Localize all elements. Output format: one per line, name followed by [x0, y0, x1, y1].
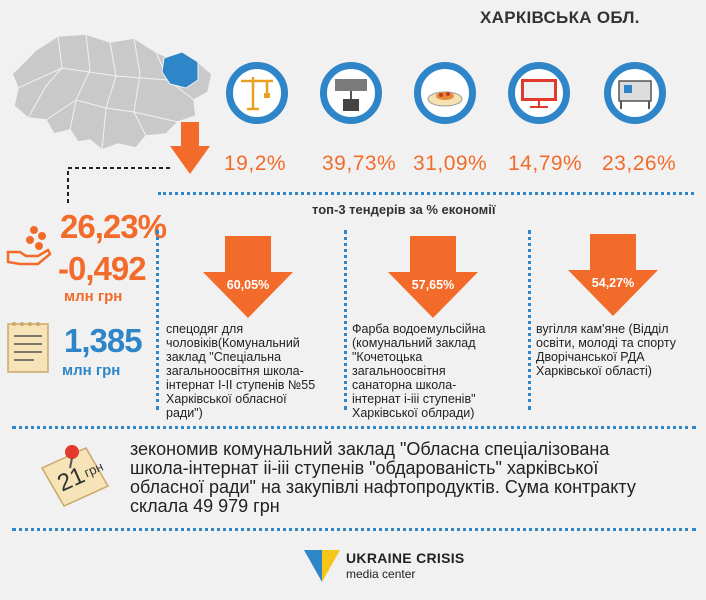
- ukraine-crisis-logo-icon: [304, 546, 340, 582]
- top3-title: топ-3 тендерів за % економії: [312, 202, 496, 217]
- divider-bottom: [12, 528, 696, 531]
- tender-arrow-1: [203, 236, 293, 318]
- crane-icon: [226, 62, 288, 124]
- coins-hand-icon: [4, 222, 54, 270]
- tender-percent-3: 54,27%: [591, 276, 635, 290]
- tender-description-2: Фарба водоемульсійна (комунальний заклад "Кочетоцька загальноосвітня санаторна школа- інтернат і-ііі ступенів" Харківської облради): [352, 322, 486, 420]
- divider-middle: [12, 426, 696, 429]
- category-percent-3: 31,09%: [413, 152, 488, 175]
- tender-description-1: спецодяг для чоловіків(Комунальний заклад "Спеціальна загальноосвітня школа- інтернат І-ІІ ступенів №55 Харківської обласної ради"): [166, 322, 316, 420]
- savings-amount: -0,492: [58, 250, 146, 287]
- category-percent-4: 14,79%: [508, 152, 583, 175]
- divider-vertical-1: [156, 230, 159, 410]
- food-plate-icon: [414, 62, 476, 124]
- contracts-unit: млн грн: [62, 362, 121, 379]
- paint-roller-icon: [320, 62, 382, 124]
- pin-unit: грн: [81, 458, 106, 481]
- tender-percent-2: 57,65%: [411, 278, 455, 292]
- divider-vertical-3: [528, 230, 531, 410]
- monitor-icon: [508, 62, 570, 124]
- category-percent-5: 23,26%: [602, 152, 677, 175]
- tender-arrow-2: [388, 236, 478, 318]
- savings-percent: 26,23%: [60, 208, 166, 245]
- region-title: ХАРКІВСЬКА ОБЛ.: [480, 8, 640, 27]
- savings-unit: млн грн: [64, 288, 123, 305]
- category-percent-1: 19,2%: [224, 152, 287, 175]
- bottom-savings-text: зекономив комунальний заклад "Обласна спеціалізована школа-інтернат іі-ііі ступенів "обдарованість" харківської обласної ради" на закупівлі нафтопродуктів. Сума контракту склала 49 979 грн: [130, 439, 636, 516]
- map-connector-line: [60, 150, 175, 205]
- tender-description-3: вугілля кам'яне (Відділ освіти, молоді та спорту Дворічанської РДА Харківської області): [536, 322, 676, 378]
- divider-vertical-2: [344, 230, 347, 410]
- divider-top: [158, 192, 694, 195]
- pin-amount: 21: [53, 461, 89, 498]
- contracts-amount: 1,385: [64, 322, 142, 359]
- logo-subtitle: media center: [346, 567, 416, 581]
- down-arrow-icon: [170, 122, 210, 174]
- tender-arrow-3: [568, 234, 658, 316]
- notepad-icon: [6, 318, 50, 374]
- logo-title: UKRAINE CRISIS: [346, 550, 465, 566]
- tender-percent-1: 60,05%: [226, 278, 270, 292]
- medical-equipment-icon: [604, 62, 666, 124]
- category-percent-2: 39,73%: [322, 152, 397, 175]
